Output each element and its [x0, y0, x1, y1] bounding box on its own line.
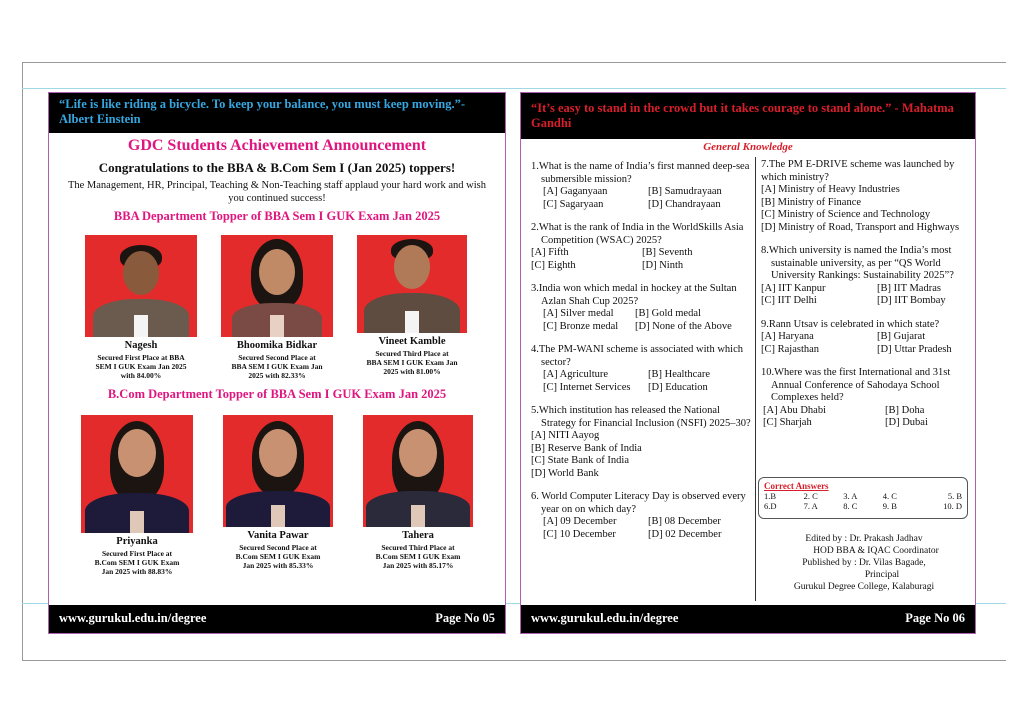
quiz-question: 5.Which institution has released the National Strategy for Financial Inclusion (NSFI) 2025–30? [A] NITI Aayog [B] Reserve Bank of India [C] State Bank of India [D] World Bank: [531, 405, 751, 479]
page-number: Page No 06: [905, 611, 965, 625]
general-knowledge-title: General Knowledge: [703, 141, 793, 153]
page-footer: [49, 605, 505, 633]
quiz-question: 1.What is the name of India’s first manned deep-sea submersible mission? [A] Gaganyaan [B] Samudrayaan [C] Sagaryaan [D] Chandrayaan: [531, 161, 750, 210]
student-name: Vanita Pawar: [247, 530, 309, 541]
frame-bottom-line: [22, 660, 1006, 661]
quiz-column-left: [531, 161, 753, 552]
student-result: Secured Third Place at BBA SEM I GUK Exam Jan 2025 with 81.00%: [366, 349, 458, 376]
quiz-question: 4.The PM-WANI scheme is associated with which sector? [A] Agriculture [B] Healthcare [C] Internet Services [D] Education: [531, 344, 743, 393]
topper-card: [223, 415, 333, 570]
bcom-toppers-row: [49, 415, 505, 585]
topper-card: [357, 235, 467, 376]
footer-url: www.gurukul.edu.in/degree: [59, 611, 207, 625]
answers-title: Correct Answers: [764, 481, 829, 491]
guide-line-top: [22, 88, 1006, 89]
student-photo: [85, 235, 197, 337]
topper-card: [81, 415, 193, 576]
gandhi-quote: “It’s easy to stand in the crowd but it takes courage to stand alone.” - Mahatma Gandhi: [521, 93, 975, 139]
bcom-heading-row: [49, 387, 505, 402]
bba-topper-heading: BBA Department Topper of BBA Sem I GUK Exam Jan 2025: [113, 209, 441, 223]
student-result: Secured Third Place at B.Com SEM I GUK Exam Jan 2025 with 85.17%: [375, 543, 461, 570]
newsletter-page-05: [48, 92, 506, 634]
editorial-credits: Edited by : Dr. Prakash Jadhav HOD BBA & IQAC Coordinator Published by : Dr. Vilas Bagade, Principal Gurukul Degree College, Kalaburagi: [793, 534, 939, 592]
page-number: Page No 05: [435, 611, 495, 625]
student-name: Nagesh: [124, 340, 158, 351]
student-result: Secured Second Place at BBA SEM I GUK Exam Jan 2025 with 82.33%: [231, 353, 323, 380]
quiz-question: 9.Rann Utsav is celebrated in which state? [A] Haryana [B] Gujarat [C] Rajasthan [D] Uttar Pradesh: [761, 318, 952, 355]
einstein-quote: “Life is like riding a bicycle. To keep your balance, you must keep moving.”- Albert Einstein: [49, 93, 505, 133]
student-name: Bhoomika Bidkar: [236, 340, 318, 351]
frame-left-line: [22, 62, 23, 660]
student-name: Vineet Kamble: [378, 336, 446, 347]
student-photo: [221, 235, 333, 337]
student-photo: [81, 415, 193, 533]
quiz-question: 7.The PM E-DRIVE scheme was launched by which ministry? [A] Ministry of Heavy Industries [B] Ministry of Finance [C] Ministry of Science and Technology [D] Ministry of Road, Transport and Highways: [761, 159, 960, 233]
page-footer: [521, 605, 975, 633]
quiz-column-right: [761, 159, 971, 441]
quiz-question: 6. World Computer Literacy Day is observed every year on on which day? [A] 09 December [B] 08 December [C] 10 December [D] 02 December: [531, 491, 746, 540]
topper-card: [363, 415, 473, 570]
newsletter-page-06: [520, 92, 976, 634]
quiz-question: 8.Which university is named the India’s most sustainable university, as per “QS World University Rankings: Sustainability 2025”? [A] IIT Kanpur [B] IIT Madras [C] IIT Delhi [D] IIT Bombay: [761, 245, 954, 306]
column-divider: [755, 157, 756, 601]
quiz-question: 2.What is the rank of India in the WorldSkills Asia Competition (WSAC) 2025? [A] Fifth [B] Seventh [C] Eighth [D] Ninth: [531, 222, 744, 271]
student-result: Secured First Place at BBA SEM I GUK Exam Jan 2025 with 84.00%: [95, 353, 187, 380]
student-photo: [357, 235, 467, 333]
achievement-title: GDC Students Achievement Announcement: [127, 137, 427, 154]
bba-toppers-row: [49, 235, 505, 385]
correct-answers-box: [758, 477, 968, 519]
frame-top-line: [22, 62, 1006, 63]
student-name: Priyanka: [116, 536, 158, 547]
student-photo: [223, 415, 333, 527]
answers-grid: 1.B 2. C 3. A 4. C 5. B 6.D 7. A 8. C 9. B 10. D: [764, 491, 962, 511]
topper-card: [85, 235, 197, 380]
bcom-topper-heading: B.Com Department Topper of BBA Sem I GUK Exam Jan 2025: [107, 387, 447, 401]
student-photo: [363, 415, 473, 527]
congrats-heading: Congratulations to the BBA & B.Com Sem I (Jan 2025) toppers!: [98, 160, 456, 175]
student-name: Tahera: [402, 530, 434, 541]
student-result: Secured Second Place at B.Com SEM I GUK Exam Jan 2025 with 85.33%: [235, 543, 321, 570]
student-result: Secured First Place at B.Com SEM I GUK Exam Jan 2025 with 88.83%: [94, 549, 180, 576]
congrats-subtitle: The Management, HR, Principal, Teaching & Non-Teaching staff applaud your hard work and wish you continued success!: [67, 180, 487, 204]
topper-card: [221, 235, 333, 380]
quiz-question: 10.Where was the first International and 31st Annual Conference of Sahodaya School Complexes held? [A] Abu Dhabi [B] Doha [C] Sharjah [D] Dubai: [761, 367, 951, 428]
footer-url: www.gurukul.edu.in/degree: [531, 611, 679, 625]
quiz-question: 3.India won which medal in hockey at the Sultan Azlan Shah Cup 2025? [A] Silver medal [B] Gold medal [C] Bronze medal [D] None of the Above: [531, 283, 737, 332]
